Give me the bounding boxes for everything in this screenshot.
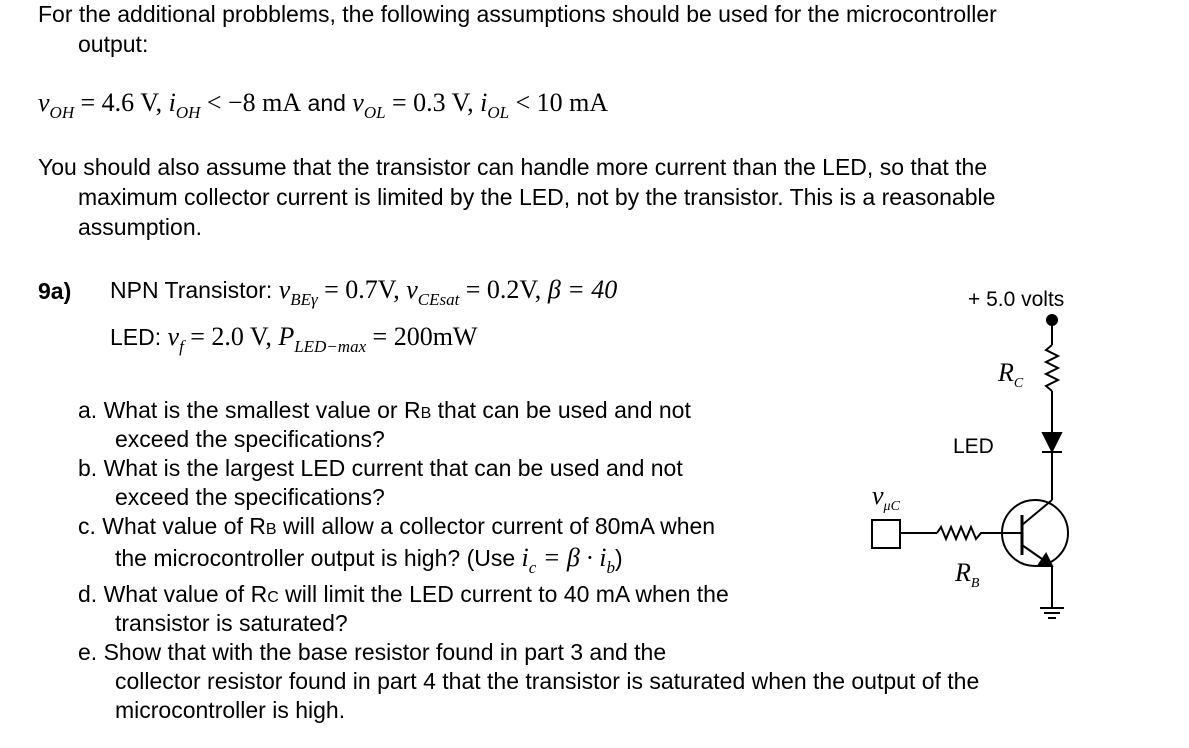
rc-label: $R_C$ xyxy=(998,358,1024,391)
led-spec-line: LED: $v_f = 2.0$ V, $P_{LED-max} = 200mW$ xyxy=(110,322,478,356)
assumption-line-3: assumption. xyxy=(78,214,203,240)
rb-resistor xyxy=(937,527,995,539)
rb-label: $R_B$ xyxy=(955,558,980,591)
npn-spec-line: NPN Transistor: $v_{BE\gamma} = 0.7V$, $v_{CEsat} = 0.2V$, β = 40 xyxy=(110,275,618,309)
question-b-line-1: b. What is the largest LED current that can be used and not xyxy=(78,455,683,481)
question-d-line-2: transistor is saturated? xyxy=(115,610,348,636)
problem-number: 9a) xyxy=(38,278,72,304)
led-diode xyxy=(1043,433,1061,451)
rc-resistor xyxy=(1046,345,1058,391)
question-c-line-1: c. What value of RB will allow a collector current of 80mA when xyxy=(78,513,716,539)
intro-line-1: For the additional probblems, the following assumptions should be used for the microcontroller xyxy=(38,1,997,27)
led-label: LED xyxy=(953,435,994,458)
question-e-line-3: microcontroller is high. xyxy=(115,697,346,723)
question-b-line-2: exceed the specifications? xyxy=(115,484,385,510)
question-d-line-1: d. What value of RC will limit the LED current to 40 mA when the xyxy=(78,581,729,607)
supply-voltage-label: + 5.0 volts xyxy=(968,288,1065,311)
question-a-line-1: a. What is the smallest value or RB that can be used and not xyxy=(78,397,691,423)
question-a-line-2: exceed the specifications? xyxy=(115,426,385,452)
supply-node xyxy=(1047,315,1057,325)
assumption-line-1: You should also assume that the transistor can handle more current than the LED, so that the xyxy=(38,154,988,180)
assumption-line-2: maximum collector current is limited by the LED, not by the transistor. This is a reasonable xyxy=(78,184,996,210)
microcontroller-spec-line: $v_{OH} = 4.6$ V, $i_{OH} < -8$ mA and $v_{OL} = 0.3$ V, $i_{OL} < 10$ mA xyxy=(38,88,609,122)
intro-line-2: output: xyxy=(78,31,149,57)
microcontroller-output-box xyxy=(872,520,900,548)
question-e-line-2: collector resistor found in part 4 that the transistor is saturated when the output of the xyxy=(115,668,980,694)
question-c-line-2: the microcontroller output is high? (Use $i_c = \beta \cdot i_b$) xyxy=(115,543,623,577)
question-e-line-1: e. Show that with the base resistor found in part 3 and the xyxy=(78,639,667,665)
vuc-label: $v_{\mu C}$ xyxy=(872,481,900,514)
